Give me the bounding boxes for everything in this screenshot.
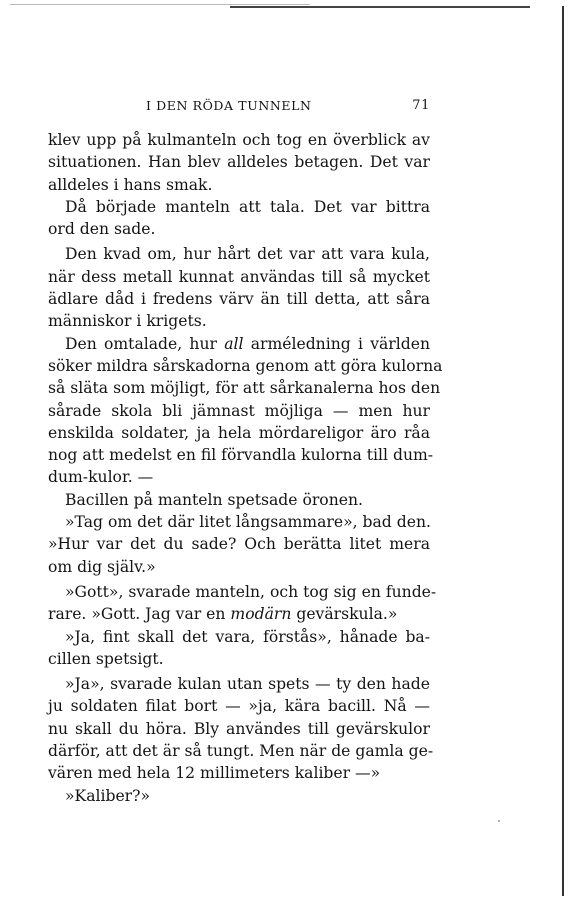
text-line: om dig själv.» (48, 557, 156, 576)
text-line: söker mildra sårskadorna genom att göra kulorna (48, 356, 443, 375)
body-text (48, 129, 443, 807)
text-line: ju soldaten filat bort — »ja, kära bacill. Nå — (48, 697, 430, 716)
text-line: alldeles i hans smak. (48, 175, 213, 194)
text-line (48, 603, 430, 625)
text-line: »Hur var det du sade? Och berätta litet mera (48, 535, 430, 554)
text-line: »Tag om det där litet långsammare», bad den. (65, 513, 431, 532)
page-number: 71 (412, 98, 430, 113)
text-segment: Den omtalade, hur (65, 334, 225, 353)
text-line: vären med hela 12 millimeters kaliber —» (48, 764, 381, 783)
emphasized-word: all (224, 334, 244, 353)
text-segment: arméledning i världen (243, 334, 430, 353)
page-edge-top (230, 6, 530, 8)
text-line: »Ja, fint skall det vara, förstås», hånade ba- (65, 627, 430, 646)
text-line: Den kvad om, hur hårt det var att vara kula, (65, 245, 430, 264)
text-line: dum-kulor. — (48, 468, 154, 487)
text-segment: rare. »Gott. Jag var en (48, 605, 231, 624)
text-line: nu skall du höra. Bly användes till gevärskulor (48, 719, 430, 738)
running-title: I DEN RÖDA TUNNELN (146, 98, 312, 113)
emphasized-word: modärn (230, 605, 292, 624)
text-line: ädlare dåd i fredens värv än till detta, att såra (48, 290, 430, 309)
text-line: cillen spetsigt. (48, 649, 164, 668)
text-line: så släta som möjligt, för att sårkanalerna hos den (48, 379, 441, 398)
text-line: därför, att det är så tungt. Men när de gamla ge- (48, 742, 434, 761)
page-edge-decoration (10, 4, 310, 5)
text-line (48, 333, 430, 355)
text-line: Bacillen på manteln spetsade öronen. (65, 490, 363, 509)
text-line: nog att medelst en fil förvandla kulorna till dum- (48, 446, 434, 465)
text-line: »Kaliber?» (65, 786, 151, 805)
text-line: Då började manteln att tala. Det var bittra (65, 197, 430, 216)
page-header (48, 98, 430, 116)
text-segment: gevärskula.» (291, 605, 398, 624)
text-line: enskilda soldater, ja hela mördareligor äro råa (48, 423, 430, 442)
text-line: »Ja», svarade kulan utan spets — ty den hade (65, 675, 430, 694)
page-edge-right (562, 6, 564, 896)
text-line: ord den sade. (48, 220, 156, 239)
text-line: människor i krigets. (48, 312, 207, 331)
paper-speck (498, 820, 500, 822)
text-line: när dess metall kunnat användas till så mycket (48, 267, 430, 286)
text-line: situationen. Han blev alldeles betagen. Det var (48, 153, 430, 172)
text-line: klev upp på kulmanteln och tog en överblick av (48, 131, 430, 149)
text-line: »Gott», svarade manteln, och tog sig en funde- (65, 582, 437, 601)
text-line: sårade skola bli jämnast möjliga — men hur (48, 401, 430, 420)
